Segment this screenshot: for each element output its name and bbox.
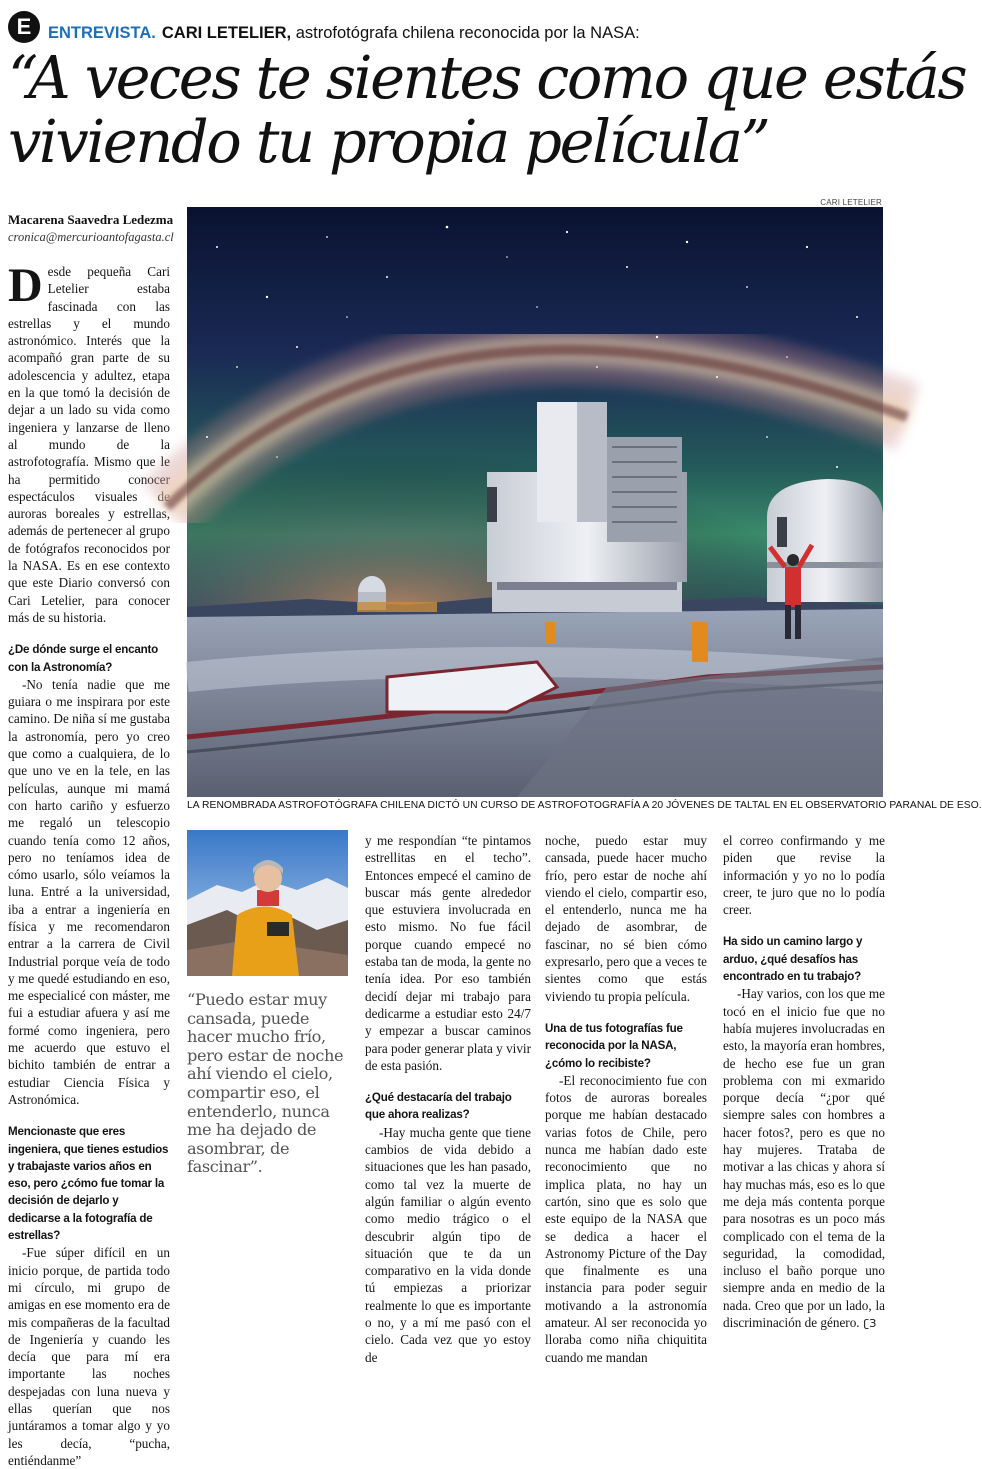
answer-5 — [723, 985, 885, 1332]
answer-4-continued: el correo confirmando y me piden que revise la información y yo no lo podía creer, te juro que no lo podía creer. — [723, 833, 885, 918]
photo-credit: CARI LETELIER — [820, 198, 882, 207]
answer-4: -El reconocimiento fue con fotos de auroras boreales porque me habían destacado varias fotos de Chile, pero nunca me habían dado este reconocimiento que no implica plata, no hay un cartón, sino que es solo que este equipo de la NASA que se dedica a hacer el Astronomy Picture of the Day que finalmente es una instancia para poder seguir motivando a la astronomía amateur. Al ser reconocida yo lloraba como niña chiquitita cuando me mandan — [545, 1072, 707, 1365]
right-telescope-building — [767, 479, 883, 602]
kicker — [48, 24, 640, 43]
question-4: Una de tus fotografías fue reconocida por la NASA, ¿cómo lo recibiste? — [545, 1021, 683, 1070]
kicker-description: astrofotógrafa chilena reconocida por la NASA: — [295, 24, 640, 42]
answer-5-text: -Hay varios, con los que me tocó en el inicio fue que no había mujeres involucradas en esto, la mayoría eran hombres, de hecho ese fue un gran problema con mi exmarido porque decía “¿por qué siempre sales con hombres a hacer fotos?, pero es que no hay mujeres. Trataba de motivar a las chicas y ahora sí hay muchas más, eso es lo que me deja más contenta porque para nosotras es un poco más complicado con el tema de la seguridad, la comodidad, incluso el baño porque uno siempre anda en medio de la nada. Creo que por un lado, la discriminación de género. — [723, 986, 885, 1331]
end-mark-icon: ʗЗ — [863, 1317, 877, 1331]
drop-cap: D — [8, 259, 43, 312]
main-photo — [187, 207, 883, 797]
question-1: ¿De dónde surge el encanto con la Astronomía? — [8, 643, 159, 674]
section-badge: E — [8, 11, 40, 43]
byline-email: cronica@mercurioantofagasta.cl — [8, 230, 174, 244]
answer-3-continued: noche, puedo estar muy cansada, puede hacer mucho frío, pero estar de noche ahí viendo el cielo, compartir eso, el entenderlo, nunca me ha dejado de asombrar, de fascinar, no sé bien cómo expresarlo, pero que a veces te sientes como que estás viviendo tu propia película. — [545, 833, 707, 1004]
kicker-section: ENTREVISTA. — [48, 24, 156, 42]
question-5: Ha sido un camino largo y arduo, ¿qué desafíos has encontrado en tu trabajo? — [723, 935, 863, 984]
headline-line-1: “A veces te sientes como que estás — [8, 43, 966, 112]
intro-text: esde pequeña Cari Letelier estaba fascinada con las estrellas y el mundo astronómico. Interés que la acompañó gran parte de su adolescencia y adultez, etapa en la que tomó la decisión de dejar a un lado su vida como ingeniera y lanzarse de lleno al mundo de la astrofotografía. Mismo que le ha permitido conocer espectáculos visuales de auroras boreales y estrellas, además de pertenecer al grupo de fotógrafos reconocidos por la NASA. Es en ese contexto que este Diario conversó con Cari Letelier, para conocer más de su historia. — [8, 264, 170, 625]
portrait-illustration — [187, 830, 348, 976]
headline — [8, 43, 966, 176]
question-2: Mencionaste que eres ingeniera, que tienes estudios y trabajaste varios años en eso, pero ¿cómo fue tomar la decisión de dejarlo y dedicarse a la fotografía de estrellas? — [8, 1125, 169, 1243]
answer-1: -No tenía nadie que me guiara o me inspirara por este camino. De niña sí me gustaba la astronomía, pero yo creo que como a cualquiera, de lo que uno ve en la tele, en las películas, aunque mi mamá con harto cariño y esfuerzo me regaló un telescopio cuando tenía como 12 años, pero no teníamos idea de cómo usarlo, sólo veíamos la luna. Entré a la universidad, iba a entrar a ingeniería en física y me recomendaron entrar a la carrera de Civil Industrial porque veía de todo y me quedé estudiando en eso, me especialicé con máster, me fui a estudiar afuera y así me formé como ingeniera, pero me acuerdo que estuvo el bichito también de entrar a estudiar Ciencia Física y Astronómica. — [8, 676, 170, 1107]
question-3: ¿Qué destacaría del trabajo que ahora realizas? — [365, 1091, 512, 1122]
article-column-3 — [545, 832, 707, 1366]
article-column-2 — [365, 832, 531, 1366]
portrait-photo — [187, 830, 348, 976]
observatory-night-sky-illustration — [187, 207, 883, 797]
answer-2-continued: y me respondían “te pintamos estrellitas en el techo”. Entonces empecé el camino de buscar más gente alrededor que estuviera involucrada en esto mismo. No fue fácil porque cuando empecé no estaba tan de moda, la gente no tenía idea. Por eso también decidí dejar mi trabajo para dedicarme a estudiar esto 24/7 y empezar a buscar caminos para poder generar plata y vivir de esta pasión. — [365, 833, 531, 1073]
intro-paragraph — [8, 259, 170, 626]
pull-quote: “Puedo estar muy cansada, puede hacer mucho frío, pero estar de noche ahí viendo el cielo, compartir eso, el entenderlo, nunca me ha dejado de asombrar, de fascinar”. — [187, 990, 344, 1177]
article-column-1 — [8, 259, 170, 1469]
photo-caption: LA RENOMBRADA ASTROFOTÓGRAFA CHILENA DICTÓ UN CURSO DE ASTROFOTOGRAFÍA A 20 JÓVENES DE TALTAL EN EL OBSERVATORIO PARANAL DE ESO. — [187, 800, 982, 811]
headline-line-2: viviendo tu propia película” — [8, 107, 769, 176]
kicker-name: CARI LETELIER, — [161, 24, 292, 42]
article-column-4 — [723, 832, 885, 1332]
answer-3: -Hay mucha gente que tiene cambios de vida debido a situaciones que les han pasado, como tal vez la muerte de algún familiar o algún evento como medio trágico o el descubrir algún tipo de situación que te da un comparativo en la vida donde tú empiezas a priorizar realmente lo que es importante o no, y a mí me pasó con el cielo. Cada vez que yo estoy de — [365, 1124, 531, 1365]
byline-author: Macarena Saavedra Ledezma — [8, 212, 174, 227]
answer-2: -Fue súper difícil en un inicio porque, de partida todo mi círculo, mi grupo de amigas en ese momento era de mis compañeras de la facultad de Ingeniería y cuando les decía que para mí era importante las noches despejadas con luna nueva y ellas querían que nos juntáramos a tomar algo y yo les decía, “pucha, entiéndanme” — [8, 1245, 170, 1468]
